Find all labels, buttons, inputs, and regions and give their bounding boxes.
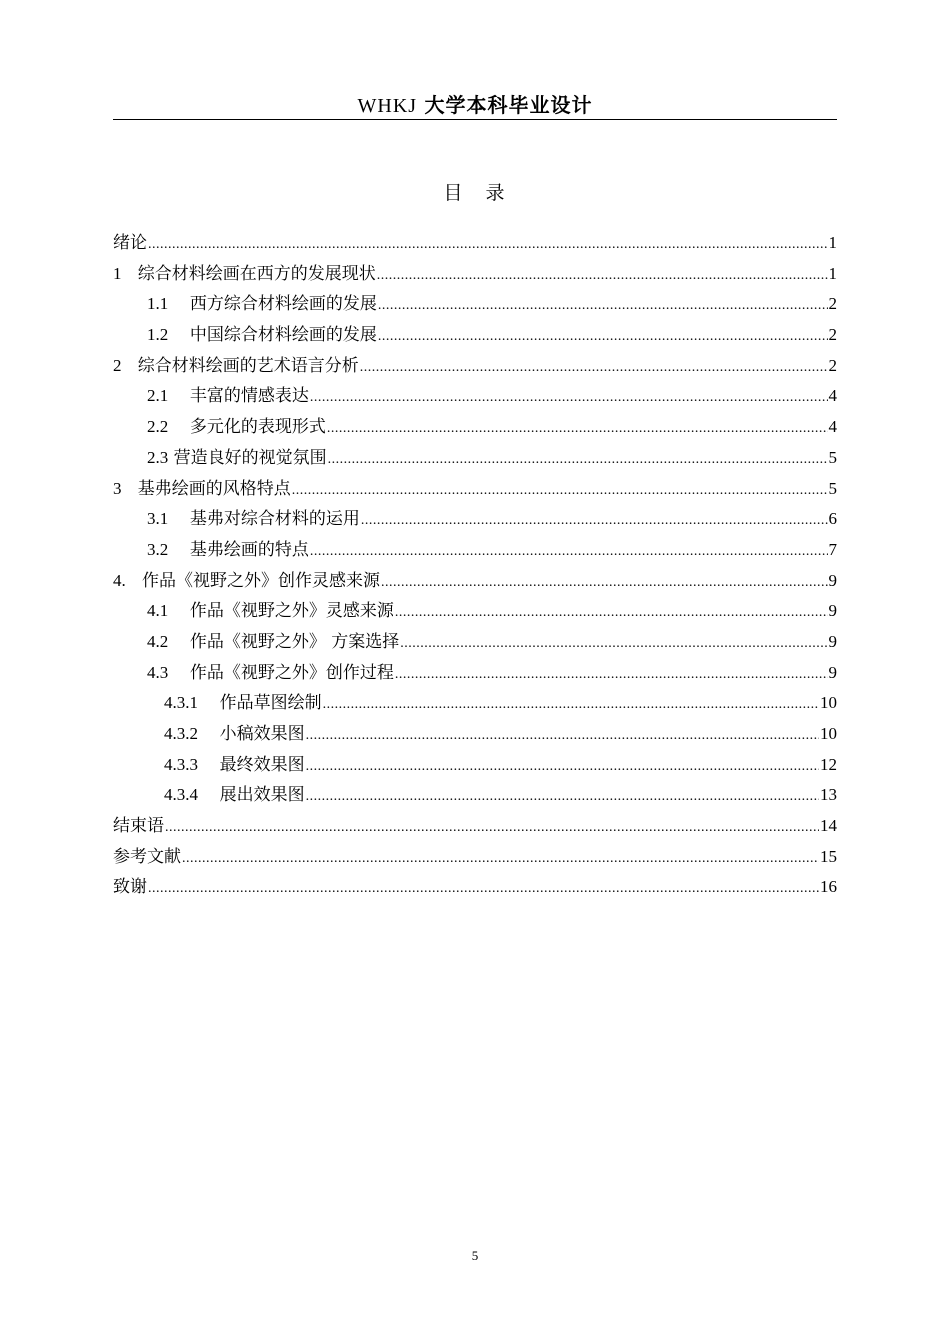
table-of-contents [113,228,837,903]
toc-entry-number: 3.2 [147,539,169,559]
toc-entry-page: 15 [820,846,837,866]
toc-entry-number: 1 [113,263,122,283]
toc-leader-dots [395,660,828,689]
toc-entry-text: 基弗绘画的特点 [189,539,309,560]
toc-leader-dots [292,476,828,505]
toc-entry-label [113,228,147,259]
toc-leader-dots [323,690,819,719]
toc-entry-page: 7 [828,539,837,559]
toc-entry[interactable] [113,842,837,873]
toc-entry-text: 基弗绘画的风格特点 [137,478,291,499]
toc-entry-text: 中国综合材料绘画的发展 [189,325,377,346]
toc-entry-text: 参考文献 [113,846,181,867]
toc-entry-number: 2.1 [147,386,169,406]
toc-leader-dots [165,813,819,842]
toc-entry[interactable] [113,658,837,689]
toc-entry-number: 1.2 [147,325,169,345]
page-header [113,92,837,119]
toc-entry-number: 3 [113,478,122,498]
toc-leader-dots [378,291,828,320]
toc-entry-text: 综合材料绘画的艺术语言分析 [137,355,359,376]
toc-leader-dots [327,414,828,443]
header-rule [113,119,837,120]
toc-entry[interactable] [113,259,837,290]
toc-entry-text: 多元化的表现形式 [189,417,326,438]
toc-entry-number: 4.3.4 [164,785,198,805]
toc-entry-label [147,658,394,689]
toc-entry-label [147,627,399,658]
toc-title: 目 录 [443,182,507,204]
toc-entry-text: 综合材料绘画在西方的发展现状 [137,263,376,284]
toc-entry-page: 9 [828,570,837,590]
toc-entry-number: 1.1 [147,294,169,314]
toc-entry[interactable] [113,381,837,412]
toc-entry-text: 绪论 [113,233,147,253]
toc-leader-dots [400,629,827,658]
toc-entry-label [147,443,327,474]
toc-leader-dots [310,383,828,412]
toc-entry-page: 4 [828,417,837,437]
toc-entry-label [113,259,376,290]
toc-entry-text: 作品《视野之外》创作过程 [189,662,394,683]
toc-entry-label [147,381,309,412]
toc-entry-label [113,351,359,382]
toc-entry-label [147,504,360,535]
toc-entry[interactable] [113,228,837,259]
toc-entry[interactable] [113,504,837,535]
toc-entry-label [113,811,164,842]
toc-entry-page: 9 [828,631,837,651]
toc-entry-text: 作品草图绘制 [219,693,322,714]
toc-entry-text: 西方综合材料绘画的发展 [189,294,377,315]
toc-entry-page: 9 [828,601,837,621]
toc-entry-text: 作品《视野之外》 方案选择 [189,631,400,652]
toc-entry-page: 2 [828,294,837,314]
toc-entry-number: 2.2 [147,417,169,437]
toc-entry[interactable] [113,872,837,903]
toc-entry-text: 基弗对综合材料的运用 [189,509,360,530]
toc-leader-dots [395,598,828,627]
toc-leader-dots [310,537,828,566]
toc-entry-text: 丰富的情感表达 [189,386,309,407]
toc-entry[interactable] [113,351,837,382]
toc-entry-label [147,412,326,443]
toc-entry-page: 1 [828,263,837,283]
toc-entry-label [113,566,380,597]
toc-leader-dots [378,322,828,351]
toc-entry[interactable] [113,688,837,719]
toc-leader-dots [361,506,828,535]
toc-entry-number: 3.1 [147,509,169,529]
toc-leader-dots [306,752,819,781]
toc-entry-number: 4. [113,570,126,590]
toc-entry[interactable] [113,474,837,505]
toc-entry-label [147,320,377,351]
toc-leader-dots [148,230,828,259]
toc-entry-page: 6 [828,509,837,529]
toc-leader-dots [381,568,828,597]
toc-entry[interactable] [113,780,837,811]
toc-entry-number: 4.1 [147,601,169,621]
toc-leader-dots [306,782,819,811]
toc-entry-text: 结束语 [113,816,164,837]
toc-entry-number: 2 [113,355,122,375]
toc-entry[interactable] [113,320,837,351]
toc-entry-label [164,688,322,719]
toc-entry-text: 作品《视野之外》创作灵感来源 [141,570,380,591]
toc-entry-text: 小稿效果图 [219,724,305,744]
toc-entry-text: 作品《视野之外》灵感来源 [189,601,394,622]
toc-entry-page: 10 [820,693,837,713]
header-title: 大学本科毕业设计 [424,93,593,117]
toc-entry-label [147,289,377,320]
toc-entry-page: 14 [820,816,837,836]
toc-entry-page: 10 [820,724,837,743]
toc-entry[interactable] [113,750,837,781]
toc-leader-dots [182,844,819,873]
toc-entry-number: 2.3 [147,447,169,467]
toc-entry-label [113,872,147,903]
toc-leader-dots [148,874,819,903]
toc-entry[interactable] [113,535,837,566]
toc-entry-number: 4.2 [147,631,169,651]
toc-entry-text: 致谢 [113,877,147,898]
toc-entry-label [113,842,181,873]
toc-entry[interactable] [113,566,837,597]
page-number: 5 [471,1248,479,1263]
toc-entry-label [164,780,305,811]
toc-entry-number: 4.3.3 [164,754,198,774]
toc-entry[interactable] [113,811,837,842]
toc-entry-text: 展出效果图 [219,785,305,806]
toc-entry-label [113,474,291,505]
toc-leader-dots [377,261,828,290]
toc-entry-label [147,535,309,566]
toc-entry-text: 营造良好的视觉氛围 [173,447,327,468]
toc-entry-page: 2 [828,355,837,375]
toc-leader-dots [360,353,828,382]
toc-entry-page: 13 [820,785,837,805]
toc-entry-text: 最终效果图 [219,754,305,775]
toc-entry-label [164,719,305,750]
toc-entry-number: 4.3.1 [164,693,198,713]
toc-entry-page: 16 [820,877,837,897]
toc-entry[interactable] [113,443,837,474]
toc-entry[interactable] [113,412,837,443]
toc-entry-page: 4 [828,386,837,406]
toc-entry-label [147,596,394,627]
toc-entry-page: 12 [820,754,837,774]
toc-entry[interactable] [113,627,837,658]
toc-leader-dots [328,445,828,474]
toc-entry-page: 5 [828,447,837,467]
toc-entry-page: 2 [828,325,837,345]
toc-entry-label [164,750,305,781]
toc-entry[interactable] [113,719,837,750]
toc-entry-number: 4.3 [147,662,169,682]
toc-entry-page: 9 [828,662,837,682]
toc-entry-page: 5 [828,478,837,498]
header-acronym: WHKJ [357,95,418,117]
toc-entry-page: 1 [828,233,837,252]
toc-entry[interactable] [113,596,837,627]
toc-leader-dots [306,721,819,750]
toc-entry[interactable] [113,289,837,320]
toc-entry-number: 4.3.2 [164,724,198,743]
